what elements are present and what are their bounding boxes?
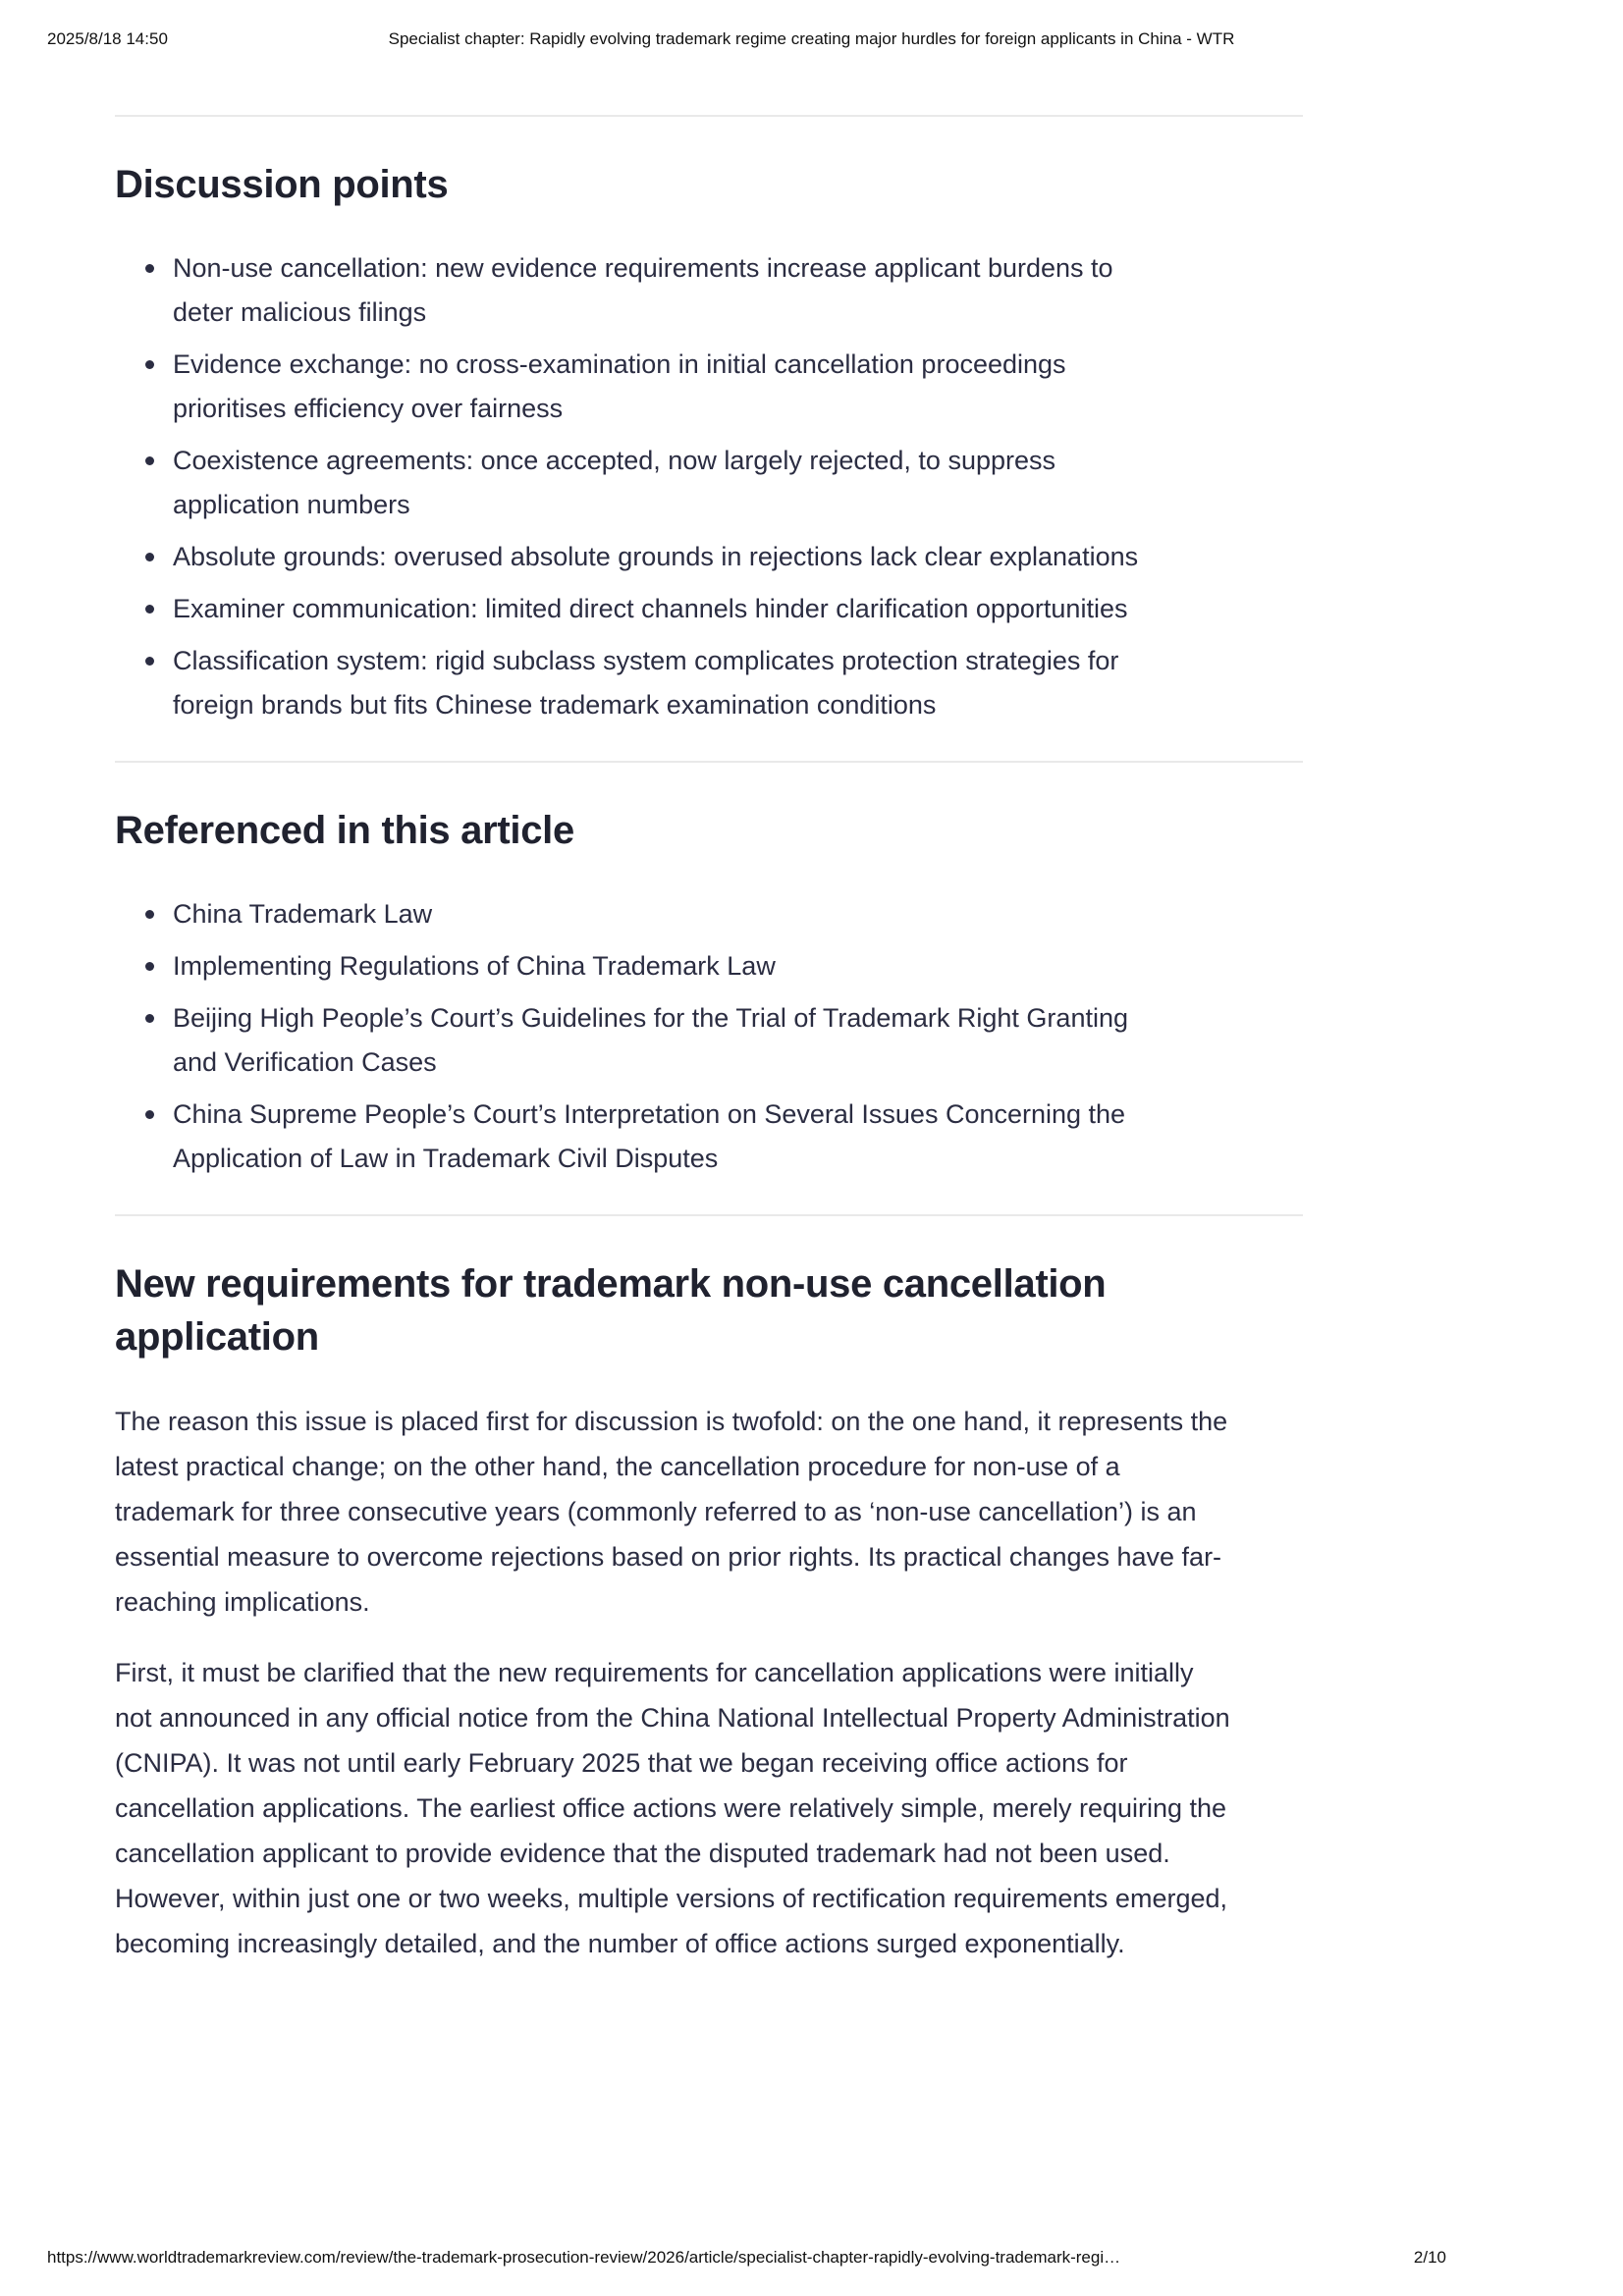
list-item: [115, 587, 1155, 631]
body-paragraph: First, it must be clarified that the new requirements for cancellation applications were initially not announced in any official notice from the China National Intellectual Property Administration (CNIPA). It was not until early February 2025 that we began receiving office actions for cancellation applications. The earliest office actions were relatively simple, merely requiring the cancellation applicant to provide evidence that the disputed trademark had not been used. However, within just one or two weeks, multiple versions of rectification requirements emerged, becoming increasingly detailed, and the number of office actions surged exponentially.: [115, 1658, 1230, 1958]
list-item: [115, 246, 1155, 335]
document-title: Specialist chapter: Rapidly evolving trademark regime creating major hurdles for foreign applicants in China - WTR: [388, 29, 1235, 48]
section-divider: [115, 761, 1303, 763]
list-item-text: Examiner communication: limited direct channels hinder clarification opportunities: [173, 594, 1128, 623]
section-divider: [115, 115, 1303, 117]
print-footer: [0, 2246, 1623, 2269]
document-url: https://www.worldtrademarkreview.com/review/the-trademark-prosecution-review/2026/article/specialist-chapter-rapidly-evolving-trademark-regi…: [47, 2248, 1121, 2267]
discussion-points-heading: Discussion points: [115, 163, 449, 206]
article-content: [115, 115, 1303, 1992]
list-item-text: China Supreme People’s Court’s Interpretation on Several Issues Concerning the Application of Law in Trademark Civil Disputes: [173, 1099, 1126, 1173]
list-item: [115, 639, 1155, 727]
page-number-indicator: 2/10: [1413, 2248, 1446, 2267]
referenced-list: [115, 892, 1303, 1181]
list-item-text: Evidence exchange: no cross-examination in initial cancellation proceedings prioritises efficiency over fairness: [173, 349, 1066, 423]
list-item-text: Non-use cancellation: new evidence requirements increase applicant burdens to deter malicious filings: [173, 253, 1113, 327]
list-item: [115, 535, 1155, 579]
list-item-text: Classification system: rigid subclass system complicates protection strategies for foreign brands but fits Chinese trademark examination conditions: [173, 646, 1119, 720]
list-item: [115, 1093, 1155, 1181]
list-item: [115, 343, 1155, 431]
list-item-text: Beijing High People’s Court’s Guidelines for the Trial of Trademark Right Granting and Verification Cases: [173, 1003, 1128, 1077]
discussion-points-list: [115, 246, 1303, 727]
body-paragraph: The reason this issue is placed first for discussion is twofold: on the one hand, it represents the latest practical change; on the other hand, the cancellation procedure for non-use of a trademark for three consecutive years (commonly referred to as ‘non-use cancellation’) is an essential measure to overcome rejections based on prior rights. Its practical changes have far-reaching implications.: [115, 1407, 1228, 1617]
referenced-heading: Referenced in this article: [115, 809, 574, 852]
list-item: [115, 439, 1155, 527]
list-item: [115, 996, 1155, 1085]
list-item: [115, 944, 1155, 988]
list-item-text: China Trademark Law: [173, 899, 433, 929]
print-datetime: 2025/8/18 14:50: [47, 29, 168, 48]
article-section-heading: New requirements for trademark non-use cancellation application: [115, 1262, 1107, 1359]
section-divider: [115, 1214, 1303, 1216]
list-item-text: Absolute grounds: overused absolute grounds in rejections lack clear explanations: [173, 542, 1139, 571]
print-header: [0, 27, 1623, 51]
list-item: [115, 892, 1155, 936]
list-item-text: Coexistence agreements: once accepted, now largely rejected, to suppress application numbers: [173, 446, 1056, 519]
list-item-text: Implementing Regulations of China Trademark Law: [173, 951, 776, 981]
